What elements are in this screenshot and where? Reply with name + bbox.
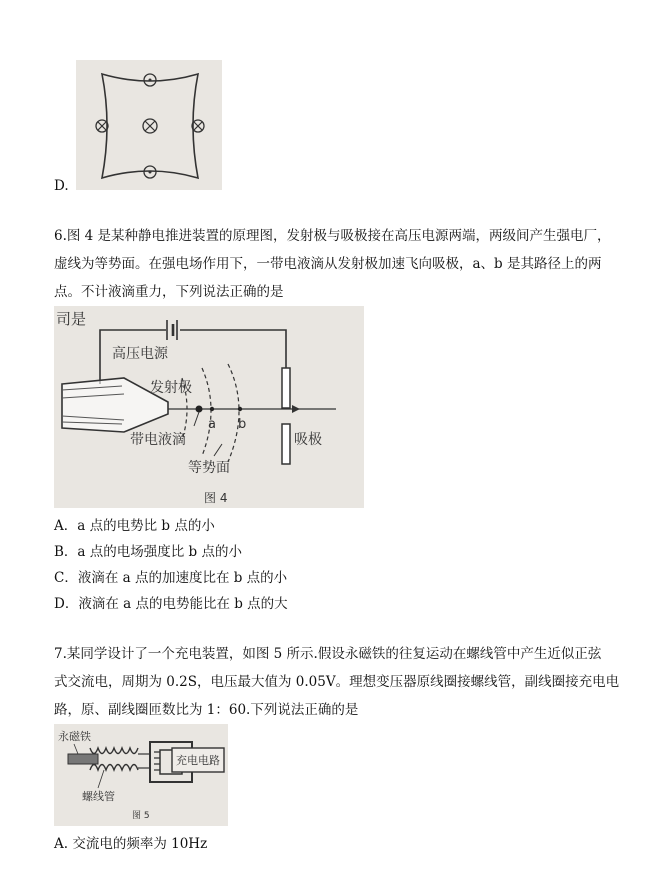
q6-option-b: B．a 点的电场强度比 b 点的小 — [54, 544, 242, 560]
q7-stem-line-1: 7.某同学设计了一个充电装置，如图 5 所示.假设永磁铁的往复运动在螺线管中产生近似正弦 — [54, 646, 602, 662]
q7-stem-line-2: 式交流电，周期为 0.2S，电压最大值为 0.05V。理想变压器原线圈接螺线管，副线圈接充电电 — [54, 674, 620, 690]
q5-option-d-figure — [76, 60, 222, 190]
solenoid-label: 螺线管 — [82, 790, 115, 803]
droplet-label: 带电液滴 — [130, 432, 186, 448]
figure-4-caption: 图 4 — [204, 491, 228, 505]
figure-5-caption: 图 5 — [132, 811, 150, 821]
figure-4-electrostatic-thruster — [54, 306, 364, 508]
q6-option-c: C．液滴在 a 点的加速度比在 b 点的小 — [54, 570, 288, 586]
q6-stem-line-1: 6.图 4 是某种静电推进装置的原理图，发射极与吸极接在高压电源两端，两级间产生强电厂， — [54, 228, 611, 244]
point-b-label: b — [238, 417, 247, 432]
q6-stem-line-2: 虚线为等势面。在强电场作用下，一带电液滴从发射极加速飞向吸极，a、b 是其路径上的两 — [54, 256, 602, 272]
q7-stem-line-3: 路，原、副线圈匝数比为 1：60.下列说法正确的是 — [54, 702, 359, 718]
emitter-label: 发射极 — [150, 380, 192, 396]
q6-option-a: A．a 点的电势比 b 点的小 — [54, 518, 215, 534]
q5-option-d-label: D. — [54, 178, 69, 194]
charging-circuit-label: 充电电路 — [176, 754, 220, 767]
absorber-label: 吸极 — [294, 432, 322, 448]
q6-stem-line-3: 点。不计液滴重力，下列说法正确的是 — [54, 284, 284, 300]
q7-option-a: A. 交流电的频率为 10Hz — [54, 836, 208, 852]
q6-option-d: D．液滴在 a 点的电势能比在 b 点的大 — [54, 596, 288, 612]
equipotential-label: 等势面 — [188, 460, 230, 476]
magnet-label: 永磁铁 — [58, 730, 91, 743]
power-supply-label: 高压电源 — [112, 346, 168, 362]
figure-5-charging-device — [54, 724, 228, 826]
figure-4-corner-text: 司是 — [56, 310, 87, 328]
point-a-label: a — [208, 417, 216, 432]
